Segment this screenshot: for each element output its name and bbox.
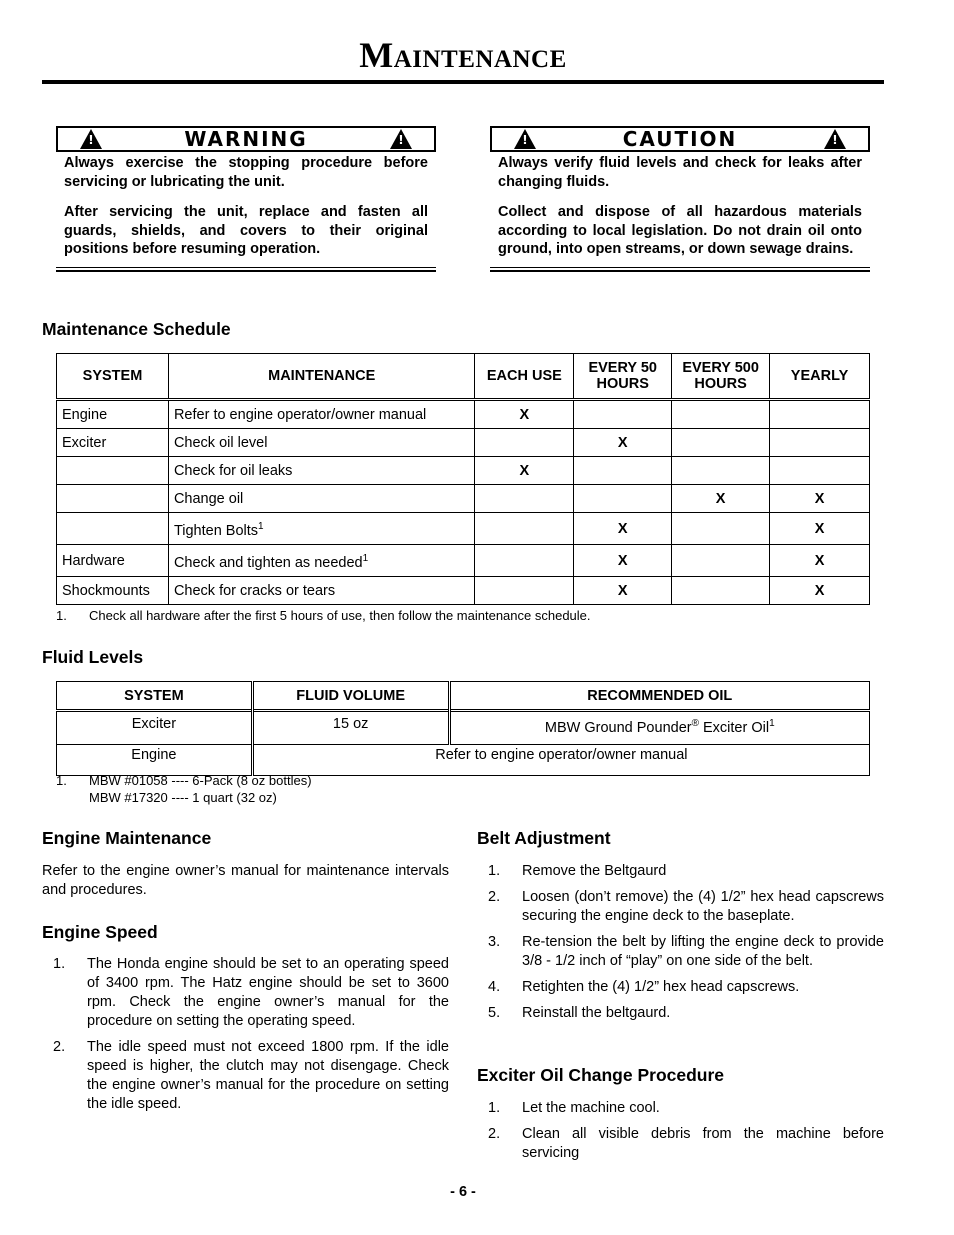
every-50-cell	[574, 429, 672, 457]
every-50-cell	[574, 545, 672, 577]
yearly-cell	[770, 457, 870, 485]
table-row	[57, 485, 870, 513]
footnote-number: 1.	[56, 608, 67, 623]
system-cell	[57, 577, 169, 605]
task-cell	[168, 457, 474, 485]
task-cell	[168, 577, 474, 605]
fluid-oil	[449, 711, 869, 745]
task-cell-text: Change oil	[173, 490, 244, 507]
yearly-cell-text: X	[814, 582, 825, 599]
exciter-oil-heading: Exciter Oil Change Procedure	[477, 1065, 725, 1085]
caution-triangle-icon: !	[824, 129, 846, 149]
yearly-cell-text: X	[814, 520, 825, 537]
footnote-ref: 1	[258, 520, 264, 532]
system-cell-text: Engine	[62, 406, 108, 423]
fluid-system: Exciter	[57, 711, 253, 745]
caution-body	[490, 154, 870, 259]
system-cell	[57, 429, 169, 457]
table-row	[57, 745, 870, 776]
system-cell	[57, 513, 169, 545]
oil-name: MBW Ground Pounder	[544, 720, 692, 736]
task-cell-text: Check and tighten as needed	[173, 554, 363, 571]
every-500-cell	[672, 577, 770, 605]
each-use-cell-text: X	[519, 406, 530, 423]
step-text: Reinstall the beltgaurd.	[522, 1005, 671, 1021]
each-use-cell	[475, 457, 574, 485]
caution-header	[490, 126, 870, 152]
schedule-heading: Maintenance Schedule	[42, 319, 231, 339]
each-use-cell	[475, 513, 574, 545]
page-title: Maintenance	[359, 35, 567, 75]
step-text: Remove the Beltgaurd	[522, 863, 667, 879]
every-500-cell	[672, 513, 770, 545]
every-500-cell	[672, 457, 770, 485]
col-header: RECOMMENDED OIL	[449, 682, 869, 711]
every-50-cell-text: X	[617, 434, 628, 451]
list-item	[477, 888, 884, 926]
warning-box	[56, 126, 436, 272]
every-500-cell	[672, 545, 770, 577]
list-item	[477, 1099, 884, 1118]
every-50-cell	[574, 400, 672, 429]
task-cell-text: Check for oil leaks	[173, 462, 293, 479]
every-50-cell	[574, 485, 672, 513]
each-use-cell	[475, 400, 574, 429]
yearly-cell	[770, 429, 870, 457]
fluid-table	[56, 681, 870, 776]
system-cell-text: Shockmounts	[62, 582, 150, 599]
each-use-cell	[475, 545, 574, 577]
col-header: SYSTEM	[57, 354, 169, 400]
belt-list	[477, 862, 884, 1030]
page-number: - 6 -	[450, 1184, 476, 1200]
every-500-cell	[672, 429, 770, 457]
exciter-oil-list	[477, 1099, 884, 1170]
step-number: 2.	[488, 1126, 501, 1142]
step-number: 1.	[488, 1100, 501, 1116]
list-item	[477, 933, 884, 971]
step-number: 1.	[488, 863, 501, 879]
each-use-cell-text: X	[519, 462, 530, 479]
footnote-number: 1.	[56, 773, 67, 788]
step-number: 4.	[488, 979, 501, 995]
warning-body	[56, 154, 436, 259]
footnote-line: MBW #17320 ---- 1 quart (32 oz)	[89, 790, 277, 805]
col-header: MAINTENANCE	[168, 354, 474, 400]
yearly-cell-text: X	[814, 490, 825, 507]
task-cell	[168, 429, 474, 457]
step-text: The Honda engine should be set to an operating speed of 3400 rpm. The Hatz engine should be set to 3600 rpm. Check the engine owner’s manual for the procedure on setting the operating speed.	[87, 956, 449, 1029]
step-text: Retighten the (4) 1/2” hex head capscrews.	[522, 979, 800, 995]
system-cell	[57, 485, 169, 513]
caution-label: CAUTION	[622, 127, 738, 151]
warning-triangle-icon: !	[80, 129, 102, 149]
list-item	[42, 955, 449, 1031]
every-500-cell-text: X	[715, 490, 726, 507]
list-item	[477, 978, 884, 997]
list-item	[42, 1038, 449, 1114]
every-50-cell	[574, 513, 672, 545]
task-cell-text: Check oil level	[173, 434, 268, 451]
yearly-cell	[770, 485, 870, 513]
table-row	[57, 400, 870, 429]
list-item	[477, 862, 884, 881]
task-cell	[168, 513, 474, 545]
each-use-cell	[475, 577, 574, 605]
caution-triangle-icon: !	[514, 129, 536, 149]
every-50-cell-text: X	[617, 582, 628, 599]
yearly-cell-text: X	[814, 552, 825, 569]
system-cell-text: Exciter	[62, 434, 107, 451]
fluid-footnote	[56, 772, 312, 806]
task-cell	[168, 485, 474, 513]
every-50-cell	[574, 457, 672, 485]
table-row	[57, 429, 870, 457]
table-row	[57, 577, 870, 605]
caution-footer-rule	[490, 267, 870, 272]
warning-label: WARNING	[184, 127, 308, 151]
caution-text-1: Always verify fluid levels and check for leaks after changing fluids.	[498, 155, 862, 190]
step-text: The idle speed must not exceed 1800 rpm. If the idle speed is higher, the clutch may not disengage. Check the engine owner’s manual for the procedure on setting the idle speed.	[87, 1039, 449, 1112]
list-item	[477, 1125, 884, 1163]
engine-maintenance-heading: Engine Maintenance	[42, 828, 212, 848]
task-cell-text: Refer to engine operator/owner manual	[173, 406, 427, 423]
col-header: EVERY 500 HOURS	[672, 354, 770, 400]
engine-speed-heading: Engine Speed	[42, 922, 158, 942]
schedule-header-row	[57, 354, 870, 400]
step-number: 5.	[488, 1005, 501, 1021]
col-header: EVERY 50 HOURS	[574, 354, 672, 400]
step-number: 2.	[488, 889, 501, 905]
col-header: EACH USE	[475, 354, 574, 400]
task-cell	[168, 545, 474, 577]
col-header: FLUID VOLUME	[252, 682, 449, 711]
fluid-system: Engine	[57, 745, 253, 776]
system-cell	[57, 400, 169, 429]
fluid-header-row	[57, 682, 870, 711]
system-cell	[57, 457, 169, 485]
belt-heading: Belt Adjustment	[477, 828, 611, 848]
table-row	[57, 513, 870, 545]
yearly-cell	[770, 545, 870, 577]
task-cell-text: Tighten Bolts	[173, 522, 259, 539]
oil-name-tail: Exciter Oil	[698, 720, 770, 736]
table-row	[57, 545, 870, 577]
warning-triangle-icon: !	[390, 129, 412, 149]
yearly-cell	[770, 577, 870, 605]
col-header: YEARLY	[770, 354, 870, 400]
registered-mark: ®	[691, 718, 699, 730]
step-text: Clean all visible debris from the machine before servicing	[522, 1126, 884, 1161]
engine-maintenance-text: Refer to the engine owner’s manual for maintenance intervals and procedures.	[42, 863, 449, 898]
step-number: 2.	[53, 1039, 66, 1055]
yearly-cell	[770, 513, 870, 545]
system-cell-text: Hardware	[62, 552, 125, 569]
every-50-cell-text: X	[617, 520, 628, 537]
footnote-line: MBW #01058 ---- 6-Pack (8 oz bottles)	[89, 773, 312, 788]
step-number: 3.	[488, 934, 501, 950]
fluid-volume: 15 oz	[252, 711, 449, 745]
caution-box	[490, 126, 870, 272]
warning-text-1: Always exercise the stopping procedure before servicing or lubricating the unit.	[64, 155, 428, 190]
step-text: Re-tension the belt by lifting the engine deck to provide 3/8 - 1/2 inch of “play” on one side of the belt.	[522, 934, 884, 969]
every-50-cell	[574, 577, 672, 605]
warning-footer-rule	[56, 267, 436, 272]
step-text: Let the machine cool.	[522, 1100, 660, 1116]
warning-header	[56, 126, 436, 152]
schedule-footnote	[56, 607, 591, 624]
every-500-cell	[672, 400, 770, 429]
yearly-cell	[770, 400, 870, 429]
task-cell	[168, 400, 474, 429]
system-cell	[57, 545, 169, 577]
each-use-cell	[475, 485, 574, 513]
table-row	[57, 457, 870, 485]
title-rule	[42, 80, 884, 84]
footnote-ref: 1	[769, 718, 775, 730]
footnote-ref: 1	[362, 552, 369, 564]
engine-speed-list	[42, 955, 449, 1121]
warning-text-2: After servicing the unit, replace and fasten all guards, shields, and covers to their original positions before resuming operation.	[64, 204, 428, 257]
each-use-cell	[475, 429, 574, 457]
every-500-cell	[672, 485, 770, 513]
footnote-text: Check all hardware after the first 5 hours of use, then follow the maintenance schedule.	[89, 608, 591, 623]
table-row	[57, 711, 870, 745]
list-item	[477, 1004, 884, 1023]
fluid-merged: Refer to engine operator/owner manual	[252, 745, 869, 776]
task-cell-text: Check for cracks or tears	[173, 582, 336, 599]
step-number: 1.	[53, 956, 66, 972]
every-50-cell-text: X	[617, 552, 628, 569]
schedule-table	[56, 353, 870, 605]
col-header: SYSTEM	[57, 682, 253, 711]
fluid-heading: Fluid Levels	[42, 647, 144, 667]
step-text: Loosen (don’t remove) the (4) 1/2” hex head capscrews securing the engine deck to the baseplate.	[522, 889, 884, 924]
caution-text-2: Collect and dispose of all hazardous materials according to local legislation. Do not drain oil onto ground, into open streams, or down sewage drains.	[498, 204, 862, 257]
